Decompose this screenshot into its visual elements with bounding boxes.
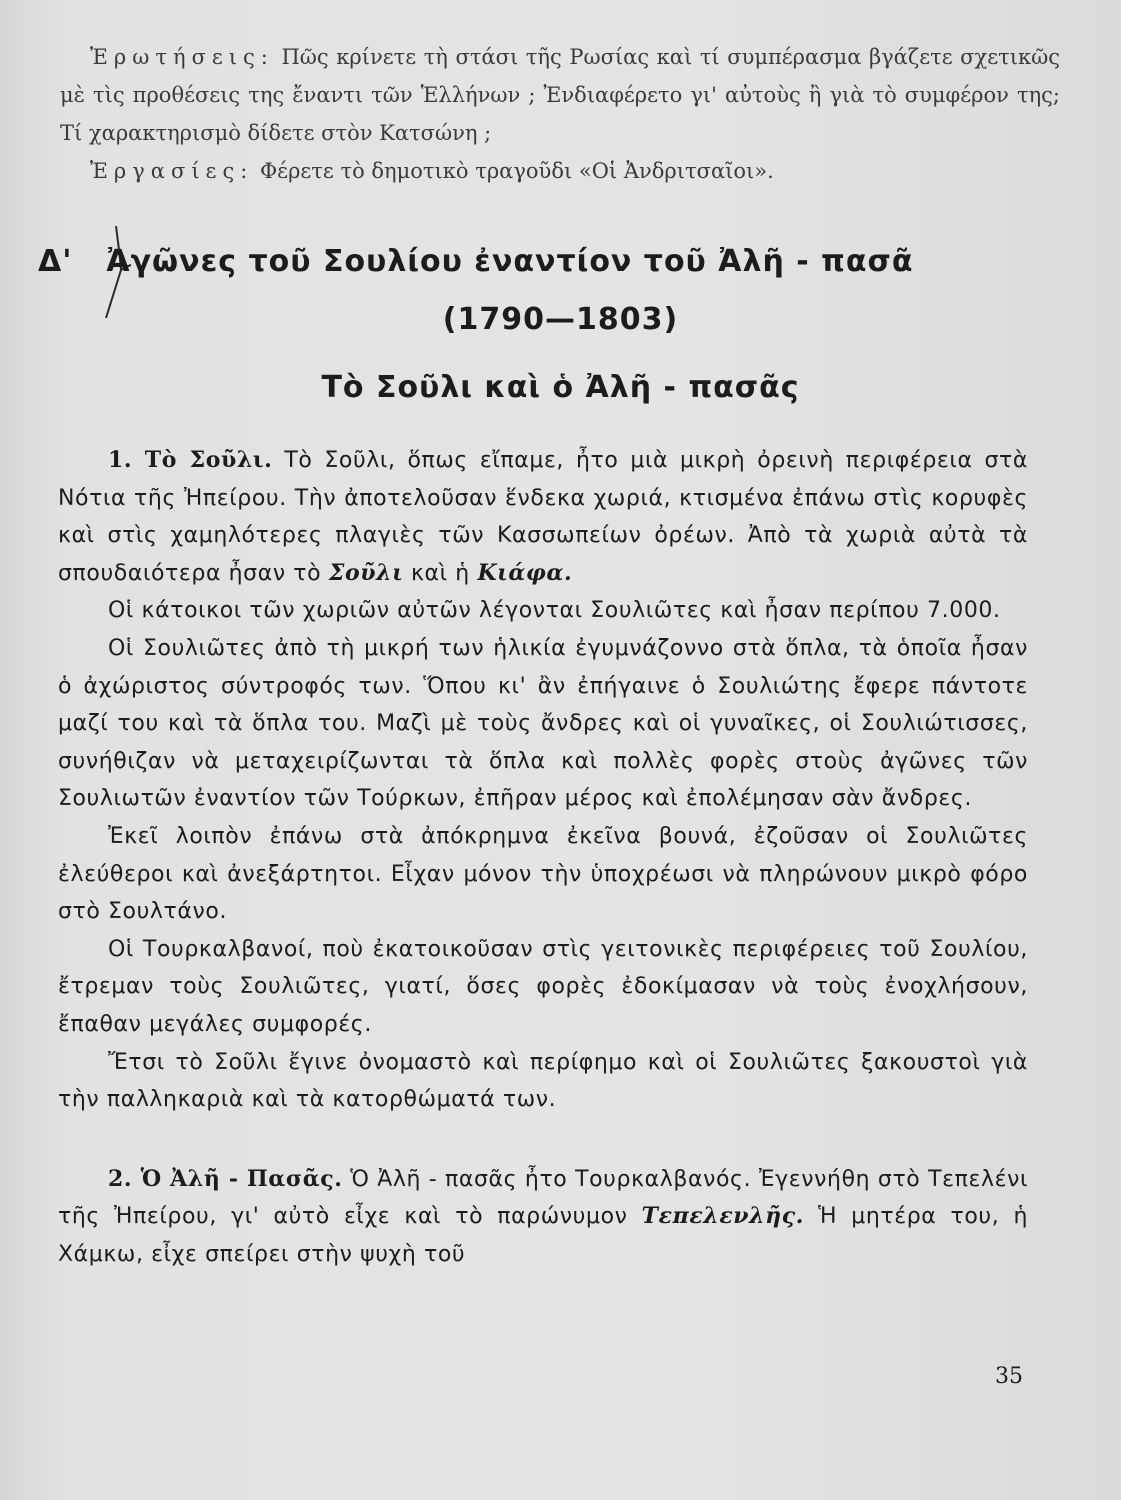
section-1-paragraph-2: Οἱ κάτοικοι τῶν χωριῶν αὐτῶν λέγονται Σουλιῶτες καὶ ἦσαν περίπου 7.000.: [108, 598, 1001, 624]
section-1-paragraph-3: Οἱ Σουλιῶτες ἀπὸ τὴ μικρή των ἡλικία ἐγυμνάζοννο στὰ ὅπλα, τὰ ὁποῖα ἦσαν ὁ ἀχώριστος σύντροφός των. Ὅπου κι' ἂν ἐπήγαινε ὁ Σουλιώτης ἔφερε πάντοτε μαζί του καὶ τὰ ὅπλα του. Μαζὶ μὲ τοὺς ἄνδρες καὶ οἱ γυναῖκες, οἱ Σουλιώτισσες, συνήθιζαν νὰ μεταχειρίζωνται τὰ ὅπλα καὶ πολλὲς φορὲς στοὺς ἀγῶνες τῶν Σουλιωτῶν ἐναντίον τῶν Τούρκων, ἐπῆραν μέρος καὶ ἐπολέμησαν σὰν ἄνδρες.: [58, 635, 1028, 812]
chapter-title-text: Ἀγῶνες τοῦ Σουλίου ἐναντίον τοῦ Ἀλῆ - πασᾶ: [106, 244, 914, 279]
tepelenlis-term: Τεπελενλῆς.: [641, 1203, 805, 1230]
section-2-p1-text: Ὁ Ἀλῆ - πασᾶς ἦτο Τουρκαλβανός. Ἐγεννήθη στὸ Τεπελένι τῆς Ἠπείρου, γι' αὐτὸ εἶχε καὶ τὸ παρώνυμον: [58, 1166, 1029, 1230]
chapter-dates: (1790—1803): [442, 302, 679, 337]
section-2-heading: 2. Ὁ Ἀλῆ - Πασᾶς.: [108, 1165, 343, 1192]
tasks-text: Φέρετε τὸ δημοτικὸ τραγοῦδι «Οἱ Ἀνδριτσαῖοι».: [259, 159, 774, 183]
section-2-p1-continuation: Ἡ μητέρα του, ἡ Χάμκω, εἶχε σπείρει στὴν ψυχὴ τοῦ: [58, 1204, 1029, 1267]
questions-paragraph: [60, 38, 1060, 152]
tasks-label: Ἐργασίες:: [90, 159, 254, 183]
questions-block: [60, 38, 1060, 190]
section-1-p1-kai: καὶ ἡ: [410, 560, 470, 586]
section-1-paragraph-6: Ἔτσι τὸ Σοῦλι ἔγινε ὀνομαστὸ καὶ περίφημο καὶ οἱ Σουλιῶτες ξακουστοὶ γιὰ τὴν παλληκαριὰ καὶ τὰ κατορθώματά των.: [58, 1049, 1028, 1113]
tasks-paragraph: [60, 152, 1060, 190]
questions-text: Πῶς κρίνετε τὴ στάσι τῆς Ρωσίας καὶ τί συμπέρασμα βγάζετε σχετικῶς μὲ τὶς προθέσεις της ἔναντι τῶν Ἑλλήνων ; Ἐνδιαφέρετο γι' αὐτοὺς ἢ γιὰ τὸ συμφέρον της; Τί χαρακτηρισμὸ δίδετε στὸν Κατσώνη ;: [60, 45, 1060, 145]
kiafa-term: Κιάφα.: [477, 559, 573, 586]
section-1-heading: 1. Τὸ Σοῦλι.: [108, 447, 273, 473]
section-spacer: [58, 1119, 1028, 1161]
section-2-paragraph-1: [58, 1161, 1028, 1274]
chapter-title: [38, 244, 1038, 279]
section-title: Τὸ Σοῦλι καὶ ὁ Ἀλῆ - πασᾶς: [321, 370, 800, 405]
section-1-paragraph-1: [58, 442, 1028, 592]
chapter-letter: Δ': [38, 244, 73, 279]
body-text: [58, 442, 1028, 1273]
questions-label: Ἐρωτήσεις:: [90, 45, 274, 69]
page-number: 35: [995, 1364, 1023, 1389]
section-1-p1-text: Τὸ Σοῦλι, ὅπως εἴπαμε, ἦτο μιὰ μικρὴ ὀρεινὴ περιφέρεια στὰ Νότια τῆς Ἠπείρου. Τὴν ἀποτελοῦσαν ἕνδεκα χωριά, κτισμένα ἐπάνω στὶς κορυφὲς καὶ στὶς χαμηλότερες πλαγιὲς τῶν Κασσωπείων ὀρέων. Ἀπὸ τὰ χωριὰ αὐτὰ τὰ σπουδαιότερα ἦσαν τὸ: [58, 448, 1028, 586]
souli-term: Σοῦλι: [328, 559, 404, 586]
section-1-paragraph-4: Ἐκεῖ λοιπὸν ἐπάνω στὰ ἀπόκρημνα ἐκεῖνα βουνά, ἐζοῦσαν οἱ Σουλιῶτες ἐλεύθεροι καὶ ἀνεξάρτητοι. Εἶχαν μόνον τὴν ὑποχρέωσι νὰ πληρώνουν μικρὸ φόρο στὸ Σουλτάνο.: [58, 823, 1028, 925]
section-1-paragraph-5: Οἱ Τουρκαλβανοί, ποὺ ἐκατοικοῦσαν στὶς γειτονικὲς περιφέρειες τοῦ Σουλίου, ἔτρεμαν τοὺς Σουλιῶτες, γιατί, ὅσες φορὲς ἐδοκίμασαν νὰ τοὺς ἐνοχλήσουν, ἔπαθαν μεγάλες συμφορές.: [58, 936, 1028, 1037]
